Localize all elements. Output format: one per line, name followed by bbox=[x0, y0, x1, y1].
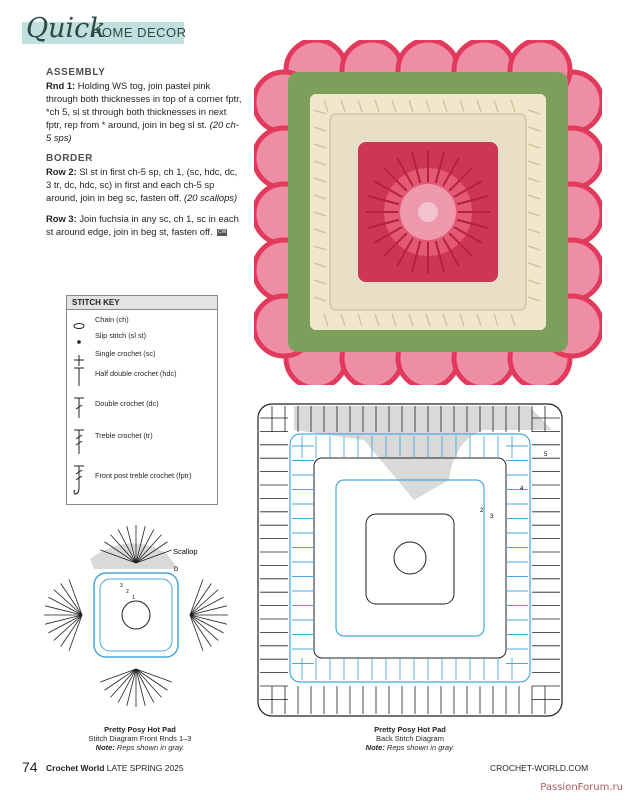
rnd-label-3: 3 bbox=[490, 514, 494, 520]
front-diagram-caption bbox=[60, 725, 220, 752]
center-ring bbox=[366, 514, 454, 604]
stitch-key-box bbox=[66, 295, 218, 505]
rnd-label-4: 4 bbox=[520, 486, 524, 492]
watermark: PassionForum.ru bbox=[540, 782, 623, 793]
tr-symbol-icon bbox=[72, 428, 86, 458]
stitch-key-row-hdc bbox=[67, 366, 217, 382]
header-script-title: Quick bbox=[26, 13, 106, 44]
stitch-key-row-chain bbox=[67, 312, 217, 328]
stitch-key-row-dc bbox=[67, 396, 217, 412]
stitch-key-label: Half double crochet (hdc) bbox=[95, 369, 177, 378]
row3-text: Join fuchsia in any sc, ch 1, sc in each st around edge, join in beg st, fasten off. bbox=[46, 213, 239, 237]
front-stitch-diagram bbox=[38, 523, 234, 709]
front-rnd-label-3: 3 bbox=[120, 583, 123, 589]
flower-center-hole bbox=[418, 202, 438, 222]
stitch-key-row-fptr bbox=[67, 468, 217, 484]
stitch-key-label: Single crochet (sc) bbox=[95, 349, 156, 358]
hdc-symbol-icon bbox=[72, 366, 86, 396]
stitch-key-title: STITCH KEY bbox=[67, 296, 217, 310]
stitch-key-row-slip bbox=[67, 328, 217, 344]
stitch-key-label: Double crochet (dc) bbox=[95, 399, 159, 408]
front-rnd-label-1: 1 bbox=[132, 595, 135, 601]
rnd1-note: (20 ch-5 sps) bbox=[46, 119, 239, 143]
page-number: 74 bbox=[22, 759, 38, 775]
stitch-key-label: Chain (ch) bbox=[95, 315, 129, 324]
rnd1-label: Rnd 1: bbox=[46, 80, 76, 91]
front-blue-round-inner bbox=[100, 579, 172, 651]
row2-text: Sl st in first ch-5 sp, ch 1, (sc, hdc, dc, 3 tr, dc, hdc, sc) in first and each ch-5 sp around, join in beg sc, fasten off. bbox=[46, 166, 238, 203]
border-row3 bbox=[46, 212, 242, 238]
row2-label: Row 2: bbox=[46, 166, 77, 177]
issue-label: LATE SPRING 2025 bbox=[106, 763, 184, 773]
front-center-ring bbox=[122, 601, 150, 629]
blue-round-inner bbox=[336, 480, 484, 636]
front-rnd-label-2: 2 bbox=[126, 589, 129, 595]
front-caption-sub: Stitch Diagram Front Rnds 1–3 bbox=[88, 734, 192, 743]
scallop-label: Scallop bbox=[173, 547, 198, 556]
row2-note: (20 scallops) bbox=[183, 192, 238, 203]
border-heading: BORDER bbox=[46, 153, 93, 164]
front-letter-label: D bbox=[174, 567, 179, 573]
back-stitch-diagram bbox=[254, 400, 566, 722]
end-mark-icon: CW bbox=[218, 229, 227, 236]
footer-magazine bbox=[46, 763, 184, 773]
border-row2 bbox=[46, 165, 242, 204]
front-blue-round bbox=[94, 573, 178, 657]
assembly-rnd1 bbox=[46, 79, 242, 144]
stitch-key-label: Slip stitch (sl st) bbox=[95, 331, 147, 340]
footer-website[interactable]: CROCHET-WORLD.COM bbox=[490, 763, 589, 773]
rnd-label-5: 5 bbox=[544, 452, 548, 458]
stitch-key-label: Treble crochet (tr) bbox=[95, 431, 153, 440]
front-caption-note: Reps shown in gray. bbox=[116, 743, 185, 752]
assembly-heading: ASSEMBLY bbox=[46, 67, 106, 78]
repeat-gray-area bbox=[294, 406, 552, 500]
stitch-key-row-tr bbox=[67, 428, 217, 444]
fptr-symbol-icon bbox=[72, 464, 86, 498]
row3-label: Row 3: bbox=[46, 213, 77, 224]
header-section-label: HOME DECOR bbox=[92, 25, 187, 40]
front-caption-note-label: Note: bbox=[95, 743, 115, 752]
rnd1-text: Holding WS tog, join pastel pink through both thicknesses in top of a corner fptr, *ch 5, sl st through both thicknesses in next fptr, rep from * around, join in beg sl st. bbox=[46, 80, 242, 130]
instructions-column bbox=[46, 66, 242, 246]
magazine-name: Crochet World bbox=[46, 763, 105, 773]
back-diagram-caption bbox=[330, 725, 490, 752]
center-circle bbox=[394, 542, 426, 574]
back-caption-note-label: Note: bbox=[365, 743, 385, 752]
rnd-label-2: 2 bbox=[480, 508, 484, 514]
back-caption-note: Reps shown in gray. bbox=[386, 743, 455, 752]
back-caption-sub: Back Stitch Diagram bbox=[376, 734, 444, 743]
dc-symbol-icon bbox=[72, 396, 86, 426]
back-caption-title: Pretty Posy Hot Pad bbox=[374, 725, 446, 734]
hot-pad-photo bbox=[254, 40, 602, 385]
stitch-key-label: Front post treble crochet (fptr) bbox=[95, 471, 192, 480]
stitch-key-row-sc bbox=[67, 346, 217, 362]
front-caption-title: Pretty Posy Hot Pad bbox=[104, 725, 176, 734]
